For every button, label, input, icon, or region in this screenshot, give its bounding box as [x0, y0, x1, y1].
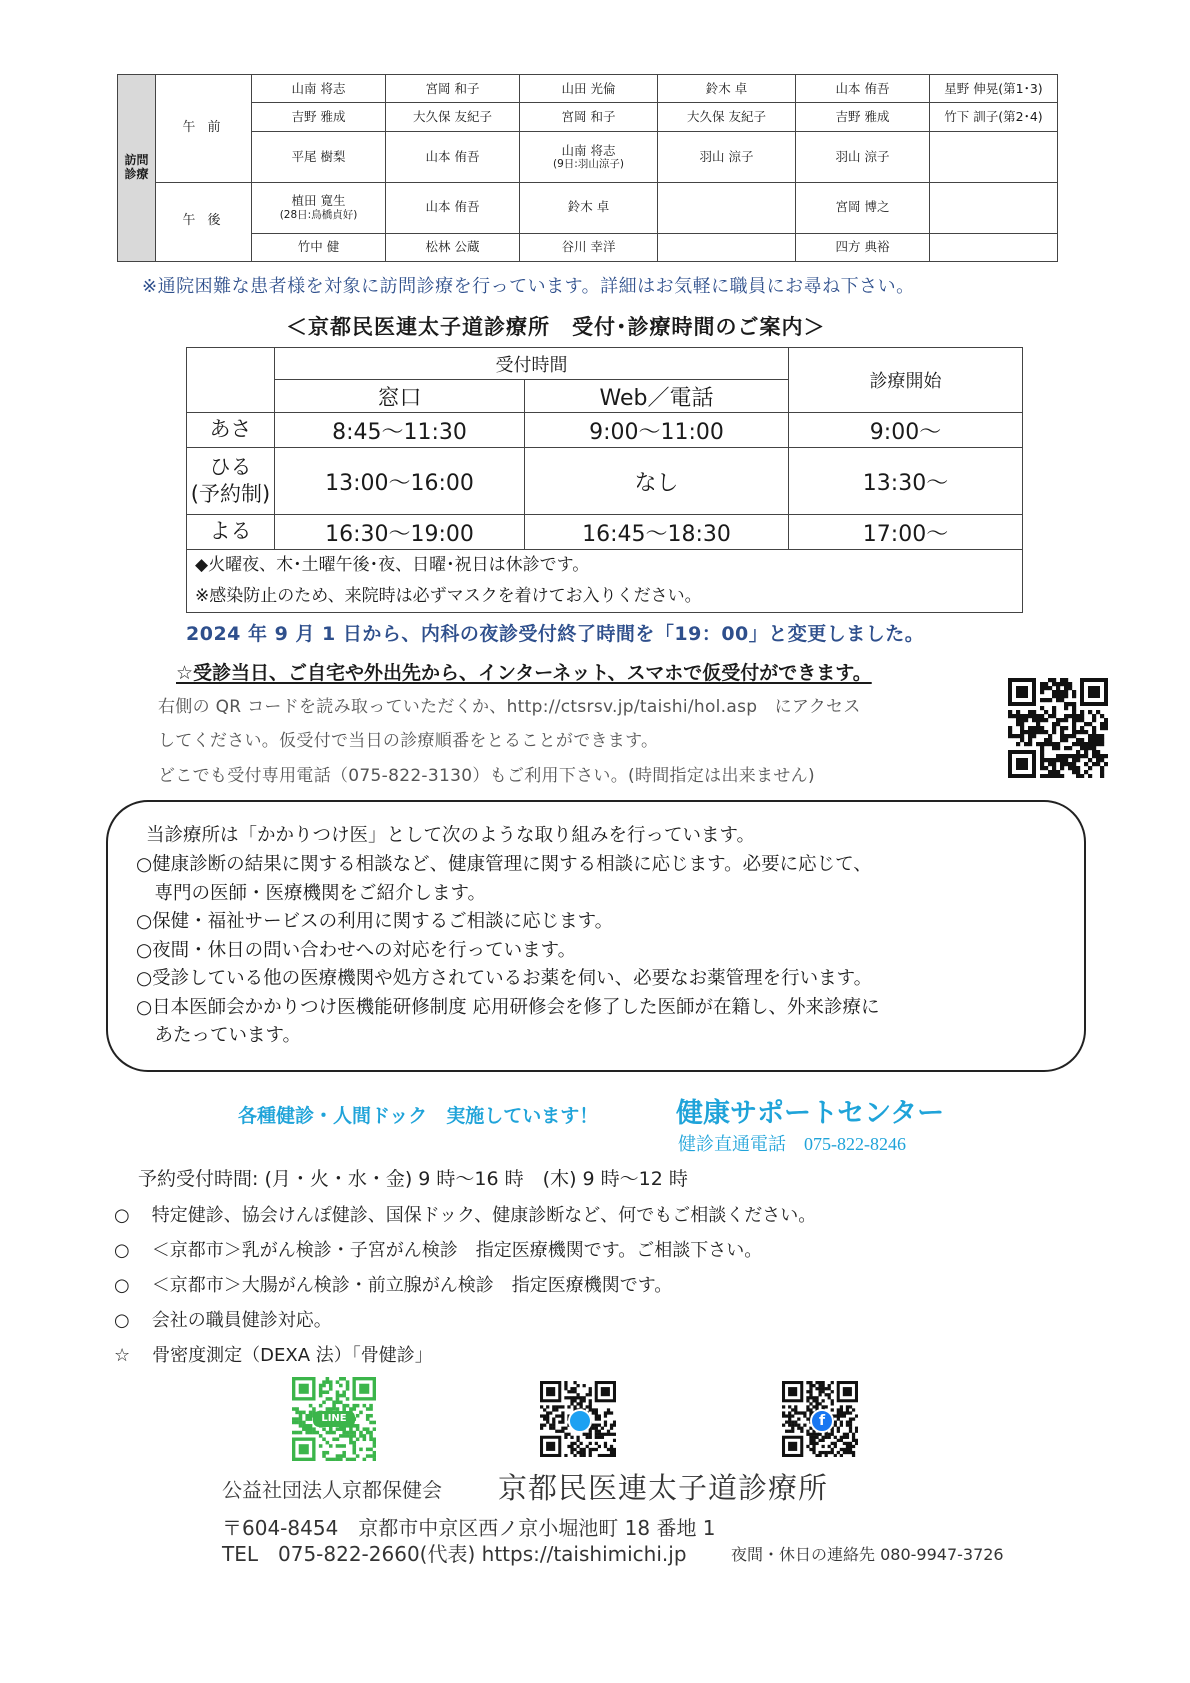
visit-schedule-table [117, 74, 1058, 262]
visit-cell-sub: (9日:羽山涼子) [553, 157, 624, 170]
visit-cell: 大久保 友紀子 [658, 103, 796, 131]
health-item [114, 1201, 816, 1227]
visit-cell: 吉野 雅成 [796, 103, 930, 131]
visit-cell-sub: (28日:鳥橋貞好) [279, 208, 358, 221]
prereg-line-2: してください。仮受付で当日の診療順番をとることができます。 [158, 731, 659, 751]
health-item [114, 1236, 762, 1262]
visit-cell [252, 182, 386, 233]
kakaritsuke-line: ○健康診断の結果に関する相談など、健康管理に関する相談に応じます。必要に応じて、 [136, 854, 872, 875]
row-label-evening: よる [187, 515, 275, 550]
prereg-title-text: ☆受診当日、ご自宅や外出先から、インターネット、スマホで仮受付ができます。 [176, 662, 872, 684]
visit-cell: 四方 典裕 [796, 233, 930, 262]
prereg-title [176, 658, 872, 685]
prereg-line-1: 右側の QR コードを読み取っていただくか、http://ctsrsv.jp/taishi/hol.asp にアクセス [158, 697, 861, 717]
reception-qr-code[interactable] [1008, 678, 1108, 778]
visit-cell [658, 182, 796, 233]
visit-cell: 平尾 樹梨 [252, 131, 386, 182]
line-icon: LINE [313, 1411, 355, 1427]
list-text: ＜京都市＞大腸がん検診・前立腺がん検診 指定医療機関です。 [151, 1275, 673, 1296]
visit-cell: 宮岡 和子 [520, 103, 658, 131]
kakaritsuke-line: あたっています。 [136, 1025, 302, 1046]
visit-cell: 竹下 訓子(第2･4) [930, 103, 1058, 131]
visit-cell: 山田 光倫 [520, 75, 658, 103]
visit-cell [930, 131, 1058, 182]
counter-time: 8:45～11:30 [275, 413, 525, 448]
visit-cell: 山本 侑吾 [386, 131, 520, 182]
visit-side-label: 訪問 診療 [118, 75, 156, 262]
list-text: 会社の職員健診対応。 [151, 1310, 332, 1331]
twitter-bird-icon [568, 1409, 592, 1433]
row-label-noon: ひる (予約制) [187, 448, 275, 515]
kakaritsuke-line: 専門の医師・医療機関をご紹介します。 [136, 882, 487, 904]
kakaritsuke-lines [136, 851, 880, 1051]
visit-cell [520, 131, 658, 182]
visit-cell-main: 植田 寛生 [291, 193, 346, 209]
web-time: 16:45～18:30 [525, 515, 789, 550]
hours-notes [187, 550, 1023, 613]
kakaritsuke-line: ○受診している他の医療機関や処方されているお薬を伺い、必要なお薬管理を行います。 [136, 968, 873, 989]
visit-cell: 吉野 雅成 [252, 103, 386, 131]
start-time: 9:00～ [789, 413, 1023, 448]
visit-cell [930, 233, 1058, 262]
hours-corner-cell [187, 348, 275, 413]
footer-clinic-name: 京都民医連太子道診療所 [498, 1471, 829, 1505]
hours-table [186, 347, 1023, 613]
row-label-morning: あさ [187, 413, 275, 448]
kakaritsuke-intro: 当診療所は「かかりつけ医」として次のような取り組みを行っています。 [146, 825, 756, 846]
reception-header: 受付時間 [275, 348, 789, 380]
health-item [114, 1341, 433, 1367]
pm-label: 午 後 [156, 182, 252, 261]
list-mark: ○ [114, 1240, 130, 1261]
health-item [114, 1271, 672, 1297]
visit-cell: 松林 公蔵 [386, 233, 520, 262]
visit-note: ※通院困難な患者様を対象に訪問診療を行っています。詳細はお気軽に職員にお尋ね下さい。 [142, 276, 915, 297]
visit-cell: 山本 侑吾 [386, 182, 520, 233]
footer-night-contact: 夜間・休日の連絡先 080-9947-3726 [731, 1545, 1004, 1564]
visit-cell-main: 山南 将志 [561, 142, 616, 158]
visit-cell: 大久保 友紀子 [386, 103, 520, 131]
health-tagline: 各種健診・人間ドック 実施しています！ [238, 1105, 599, 1127]
kakaritsuke-line: ○保健・福祉サービスの利用に関するご相談に応じます。 [136, 911, 614, 932]
health-phone: 健診直通電話 075-822-8246 [678, 1134, 906, 1154]
health-item [114, 1306, 332, 1332]
visit-cell [930, 182, 1058, 233]
hours-heading: ＜京都民医連太子道診療所 受付･診療時間のご案内＞ [286, 315, 826, 339]
hours-note-mask: ※感染防止のため、来院時は必ずマスクを着けてお入りください。 [195, 586, 702, 606]
start-time: 13:30～ [789, 448, 1023, 515]
visit-cell: 羽山 涼子 [796, 131, 930, 182]
visit-cell [658, 233, 796, 262]
kakaritsuke-line: ○夜間・休日の問い合わせへの対応を行っています。 [136, 939, 577, 961]
list-text: ＜京都市＞乳がん検診・子宮がん検診 指定医療機関です。ご相談下さい。 [151, 1240, 763, 1261]
list-mark: ○ [114, 1275, 130, 1296]
visit-cell: 宮岡 博之 [796, 182, 930, 233]
visit-cell: 星野 伸晃(第1･3) [930, 75, 1058, 103]
facebook-icon: f [810, 1409, 834, 1433]
start-header: 診療開始 [789, 348, 1023, 413]
visit-cell: 宮岡 和子 [386, 75, 520, 103]
list-text: 骨密度測定（DEXA 法）「骨健診」 [152, 1345, 433, 1366]
footer-org: 公益社団法人京都保健会 [222, 1478, 442, 1502]
web-time: なし [525, 448, 789, 515]
am-label: 午 前 [156, 75, 252, 183]
health-hours: 予約受付時間: (月・火・水・金) 9 時～16 時 (木) 9 時～12 時 [138, 1168, 688, 1190]
web-header: Web／電話 [525, 380, 789, 413]
counter-header: 窓口 [275, 380, 525, 413]
visit-cell: 鈴木 卓 [520, 182, 658, 233]
counter-time: 13:00～16:00 [275, 448, 525, 515]
visit-cell: 山本 侑吾 [796, 75, 930, 103]
visit-cell: 谷川 幸洋 [520, 233, 658, 262]
visit-cell: 鈴木 卓 [658, 75, 796, 103]
hours-note-closed: ◆火曜夜、木･土曜午後･夜、日曜･祝日は休診です。 [195, 555, 590, 575]
footer-tel: TEL 075-822-2660(代表) https://taishimichi.jp [222, 1542, 687, 1566]
web-time: 9:00～11:00 [525, 413, 789, 448]
counter-time: 16:30～19:00 [275, 515, 525, 550]
kakaritsuke-line: ○日本医師会かかりつけ医機能研修制度 応用研修会を修了した医師が在籍し、外来診療に [136, 996, 880, 1018]
visit-cell: 羽山 涼子 [658, 131, 796, 182]
footer-address: 〒604-8454 京都市中京区西ノ京小堀池町 18 番地 1 [222, 1516, 716, 1540]
list-mark: ○ [114, 1310, 130, 1331]
list-mark: ☆ [114, 1345, 131, 1366]
prereg-line-3: どこでも受付専用電話（075-822-3130）もご利用下さい。(時間指定は出来ません) [158, 766, 815, 786]
visit-cell: 山南 将志 [252, 75, 386, 103]
list-text: 特定健診、協会けんぽ健診、国保ドック、健康診断など、何でもご相談ください。 [151, 1205, 817, 1226]
visit-cell: 竹中 健 [252, 233, 386, 262]
change-notice: 2024 年 9 月 1 日から、内科の夜診受付終了時間を「19：00」と変更しました。 [186, 623, 925, 645]
health-center-name: 健康サポートセンター [676, 1098, 945, 1129]
list-mark: ○ [114, 1205, 130, 1226]
start-time: 17:00～ [789, 515, 1023, 550]
